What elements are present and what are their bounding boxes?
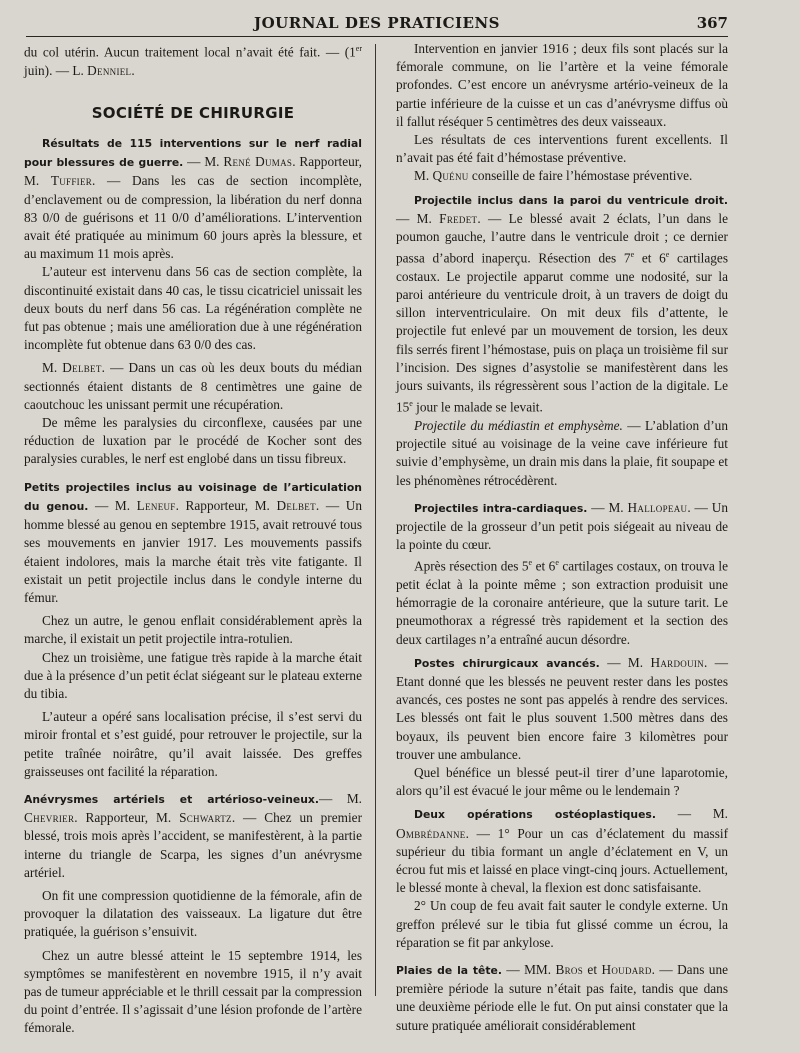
article-paragraph: Petits projectiles inclus au voisinage de l’articulation du genou. — M. Leneuf. Rapporteur, M. Delbet. — Un homme blessé au genou en septembre 1915, avait retrouvé tous ses mouvements en janvier 1917. Les mouvements passifs étaient indolores, mais la marche était très vite fatigante. Il existait un petit projectile inclus dans le condyle interne du fémur. [24,480,362,605]
article-paragraph: Chez un troisième, une fatigue très rapide à la marche était due à la présence d’un petit éclat siégeant sur le plateau externe du tibia. [24,649,362,701]
article-paragraph: Chez un autre, le genou enflait considérablement après la marche, il existait un petit projectile intra-rotulien. [24,613,362,647]
page-number: 367 [696,14,728,32]
rubric-title: Deux opérations ostéoplastiques. [414,808,656,822]
article-paragraph: Résultats de 115 interventions sur le nerf radial pour blessures de guerre. — M. René Dumas. Rapporteur, M. Tuffier. — Dans les cas de section incomplète, d’enclavement ou de compression, la libération du nerf donna 83 0/0 de guérisons et 11 0/0 d’améliorations. L’intervention avait été pratiquée au minimum 60 jours après la blessure, et au maximum 11 mois après. [24,137,362,262]
article-paragraph: Projectile inclus dans la paroi du ventricule droit. — M. Fredet. — Le blessé avait 2 éclats, l’un dans le poumon gauche, l’autre dans le ventricule droit ; ce dernier passa d’abord inaperçu. Résection des 7e et 6e cartilages costaux. Le projectile apparut comme une nodosité, sur la paroi antérieure du ventricule droit, à un travers de doigt du sillon interventriculaire. On mit deux fils d’attente, le projectile fut enlevé par un mouvement de torsion, les deux fils serrés firent l’hémostase, puis on plaça un troisième fil sur l’incision. Des signes d’asystolie se manifestèrent dans les jours suivants, ils régressèrent sous l’action de la digitale. Le 15e jour le malade se levait. [396,193,729,415]
article-paragraph: Projectiles intra-cardiaques. — M. Hallopeau. — Un projectile de la grosseur d’un petit pois siégeait au niveau de la pointe du cœur. [396,499,728,553]
article-paragraph: On fit une compression quotidienne de la fémorale, afin de provoquer la dilatation des vaisseaux. La ligature dut être pratiquée, la guérison s’ensuivit. [24,887,362,940]
article-paragraph: Chez un autre blessé atteint le 15 septembre 1914, les symptômes se manifestèrent en novembre 1915, il n’y avait pas de tumeur appréciable et le thrill cessait par la compression du point d’entrée. Il s’agissait d’une lésion profonde de l’artère fémorale. [24,947,362,1036]
journal-title: JOURNAL DES PRATICIENS [254,14,500,32]
rubric-title: Plaies de la tête. [396,964,502,978]
column-divider [375,44,376,996]
article-paragraph: Anévrysmes artériels et artérioso-veineux.— M. Chevrier. Rapporteur, M. Schwartz. — Chez un premier blessé, trois mois après l’accident, se manifestèrent, à la partie interne du triangle de Scarpa, les signes d’un anévrysme artériel. [24,790,362,880]
article-paragraph: L’auteur a opéré sans localisation précise, il s’est servi du miroir frontal et s’est guidé, pour retrouver le projectile, sur la petite traînée noirâtre, qu’il avait laissée. Des greffes graisseuses ont facilité la réparation. [24,709,362,779]
article-paragraph: Après résection des 5e et 6e cartilages costaux, on trouva le petit éclat à la pointe même ; son extraction produisit une hémorragie de la coronaire antérieure, que la suture tarit. Le pneumothorax a régressé très rapidement et la section des deux cartilages n’a entraîné aucun désordre. [396,558,728,647]
intro-paragraph: du col utérin. Aucun traitement local n’avait été fait. — (1er juin). — L. Denniel. [24,44,362,78]
article-paragraph: M. Quénu conseille de faire l’hémostase préventive. [414,168,693,184]
running-header [26,10,728,37]
article-paragraph: Les résultats de ces interventions furent excellents. Il n’avait pas été fait d’hémostase préventive. [396,132,728,166]
article-paragraph: L’auteur est intervenu dans 56 cas de section complète, la discontinuité existait dans 40 cas, le tissu cicatriciel unissait les deux bouts du nerf dans 56 cas. La régénération complète ne fut pas obtenue ; mais une amélioration due à une régénération incomplète fut obtenue dans 63 0/0 des cas. [24,264,362,353]
article-paragraph: M. Delbet. — Dans un cas où les deux bouts du médian sectionnés étaient distants de 8 centimètres une gaine de caoutchouc les unissant permit une récupération. [24,360,362,412]
article-paragraph: Postes chirurgicaux avancés. — M. Hardouin. — Etant donné que les blessés ne peuvent rester dans les postes avancés, ces postes ne sont pas appelés à rendre des services. Les blessés ont fait le plus souvent 1.500 mètres dans des boyaux, ils peuvent bien encore faire 3 kilomètres pour trouver une ambulance. [396,654,729,762]
article-paragraph: Projectile du médiastin et emphysème. — L’ablation d’un projectile situé au voisinage de la veine cave inférieure fut suivie d’emphysème, un drain mis dans la plaie, fit soupape et les phénomènes rétrocédèrent. [396,417,728,488]
rubric-title: Projectiles intra-cardiaques. [414,501,588,515]
article-paragraph: Deux opérations ostéoplastiques. — M. Ombrédanne. — 1° Pour un cas d’éclatement du massif supérieur du tibia formant un angle d’éclatement en V, un écrou fut mis et laissé en place vingt-cinq jours. Actuellement, le blessé monte à cheval, la flexion est donc satisfaisante. [396,806,728,896]
rubric-title: Projectile inclus dans la paroi du ventricule droit. [414,193,728,207]
article-paragraph: Intervention en janvier 1916 ; deux fils sont placés sur la fémorale commune, on lie l’artère et la veine fémorale profondes. C’est encore un anévrysme artério-veineux de la partie inférieure de la cuisse et un cas d’anévrysme diffus où il fallut réséquer 5 centimètres des deux vaisseaux. [396,41,728,129]
rubric-title: Petits projectiles inclus au voisinage de l’articulation du genou. [24,480,362,513]
author-name: Denniel [87,62,132,78]
rubric-title: Anévrysmes artériels et artérioso-veineux. [24,792,319,806]
right-column [396,40,728,1035]
left-column [24,40,362,1038]
rubric-title: Postes chirurgicaux avancés. [414,656,600,670]
article-paragraph: De même les paralysies du circonflexe, causées par une réduction de luxation par le procédé de Kocher sont des paralysies curables, le nerf est englobé dans un tissu fibreux. [24,415,362,467]
article-paragraph: 2° Un coup de feu avait fait sauter le condyle externe. Un greffon prélevé sur le tibia fut glissé comme un écrou, la réparation se fit par ankylose. [396,898,728,950]
article-paragraph: Quel bénéfice un blessé peut-il tirer d’une laparotomie, alors qu’il est évacué le jour même ou le lendemain ? [396,764,728,799]
article-paragraph: Plaies de la tête. — MM. Bros et Houdard. — Dans une première période la suture n’était pas faite, tandis que dans une deuxième période elle le fut. On put ainsi constater que la suture pratiquée améliorait considérablement [396,962,728,1033]
rubric-title: Résultats de 115 interventions sur le nerf radial pour blessures de guerre. [24,137,362,170]
section-title: SOCIÉTÉ DE CHIRURGIE [91,103,295,122]
